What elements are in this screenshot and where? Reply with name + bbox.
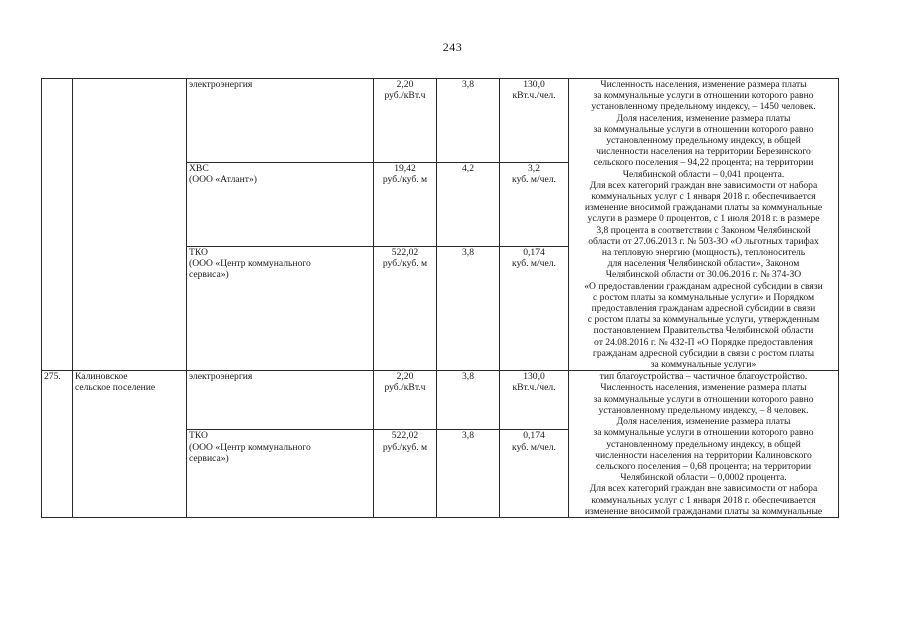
resource-cell-line: электроэнергия: [189, 371, 253, 383]
row-number-cell: [42, 371, 73, 518]
resource-cell-line: (ООО «Атлант»): [189, 174, 257, 186]
norm-cell-line: куб. м/чел.: [512, 174, 556, 186]
resource-cell: [187, 430, 374, 517]
norm-cell: [500, 371, 569, 430]
norm-cell: [500, 163, 569, 247]
norm-cell-line: куб. м/чел.: [512, 258, 556, 270]
note-cell-line: постановлением Правительства Челябинской области: [593, 325, 814, 337]
note-cell-line: Доля населения, изменение размера платы: [616, 416, 791, 428]
settlement-name-cell-line: сельское поселение: [75, 382, 156, 394]
note-cell-line: на тепловую энергию (мощность), теплоноситель: [601, 247, 806, 259]
norm-cell-line: 0,174: [523, 430, 545, 442]
resource-cell: [187, 79, 374, 163]
note-cell-line: коммунальных услуг с 1 января 2018 г. обеспечивается: [591, 191, 816, 203]
index-cell: [437, 371, 500, 430]
norm-cell: [500, 430, 569, 517]
index-value: 3,8: [462, 430, 474, 442]
row-number: 275.: [44, 371, 61, 383]
norm-cell: [500, 247, 569, 371]
norm-cell-line: кВт.ч./чел.: [512, 90, 556, 102]
settlement-name-cell: [73, 371, 187, 518]
note-cell-line: Доля населения, изменение размера платы: [616, 112, 791, 124]
note-cell-line: предоставления гражданам адресной субсидии в связи: [591, 303, 816, 315]
tariff-cell-line: руб./кВт.ч: [384, 382, 426, 394]
index-cell: [437, 430, 500, 517]
note-cell-line: Для всех категорий граждан вне зависимости от набора: [589, 179, 818, 191]
note-cell-line: Челябинской области – 0,0002 процента.: [620, 472, 787, 484]
tariff-cell: [374, 430, 437, 517]
index-cell: [437, 79, 500, 163]
tariff-cell-line: 522,02: [391, 247, 419, 259]
note-cell: [569, 79, 839, 371]
resource-cell-line: сервиса»): [189, 269, 229, 281]
resource-cell: [187, 371, 374, 430]
resource-cell-line: (ООО «Центр коммунального: [189, 258, 311, 270]
table-row: [42, 79, 839, 163]
norm-cell: [500, 79, 569, 163]
resource-cell: [187, 163, 374, 247]
note-cell-line: от 24.08.2016 г. № 432-П «О Порядке предоставления: [594, 336, 813, 348]
tariff-cell-line: руб./куб. м: [382, 258, 428, 270]
note-cell-line: изменение вносимой гражданами платы за коммунальные: [584, 202, 823, 214]
note-cell-line: гражданам адресной субсидии в связи с ростом платы: [592, 347, 815, 359]
tariff-cell: [374, 163, 437, 247]
norm-cell-line: 130,0: [523, 371, 545, 383]
tariff-cell-line: 2,20: [396, 79, 414, 90]
tariff-cell-line: 522,02: [391, 430, 419, 442]
note-cell-line: коммунальных услуг с 1 января 2018 г. обеспечивается: [591, 494, 816, 506]
note-cell-line: «О предоставлении гражданам адресной субсидии в связи: [584, 280, 823, 292]
norm-cell-line: 130,0: [523, 79, 545, 90]
resource-cell-line: ХВС: [189, 163, 209, 175]
note-cell-line: численности населения на территории Березинского: [596, 146, 811, 158]
note-cell-line: за коммунальные услуги в отношении которого равно: [593, 123, 814, 135]
settlement-name-cell-line: Калиновское: [75, 371, 128, 383]
resource-cell-line: ТКО: [189, 430, 208, 442]
norm-cell-line: кВт.ч./чел.: [512, 382, 556, 394]
note-cell-line: тип благоустройства – частичное благоустройство.: [599, 371, 808, 383]
note-cell: [569, 371, 839, 518]
tariff-cell-line: 2,20: [396, 371, 414, 383]
note-cell-line: 3,8 процента в соответствии с Законом Челябинской: [596, 224, 811, 236]
note-cell-line: сельского поселения – 0,68 процента; на территории: [595, 460, 811, 472]
note-cell-line: с ростом платы за коммунальные услуги» и Порядком: [592, 291, 815, 303]
note-cell-line: установленному предельному индексу, – 1450 человек.: [591, 101, 816, 113]
norm-cell-line: 0,174: [523, 247, 545, 259]
note-cell-line: установленному предельному индексу, – 8 человек.: [598, 404, 809, 416]
resource-cell-line: ТКО: [189, 247, 208, 259]
index-value: 4,2: [462, 163, 474, 175]
tariff-cell-line: руб./кВт.ч: [384, 90, 426, 102]
note-cell-line: установленному предельному индексу, в общей: [606, 135, 801, 147]
note-cell-line: Численность населения, изменение размера платы: [600, 79, 807, 90]
note-cell-line: численности населения на территории Калиновского: [595, 449, 812, 461]
note-cell-line: изменение вносимой гражданами платы за коммунальные: [584, 505, 823, 517]
table-row: [42, 371, 839, 430]
note-cell-line: сельского поселения – 94,22 процента; на территории: [593, 157, 814, 169]
note-cell-line: Челябинской области от 30.06.2016 г. № 374-ЗО: [605, 269, 802, 281]
note-cell-line: Численность населения, изменение размера платы: [600, 382, 807, 394]
resource-cell-line: сервиса»): [189, 452, 229, 464]
index-cell: [437, 163, 500, 247]
resource-cell-line: (ООО «Центр коммунального: [189, 441, 311, 453]
resource-cell-line: электроэнергия: [189, 79, 253, 90]
resource-cell: [187, 247, 374, 371]
note-cell-line: Для всех категорий граждан вне зависимости от набора: [589, 483, 818, 495]
index-cell: [437, 247, 500, 371]
tariff-cell-line: 19,42: [394, 163, 416, 175]
tariff-cell: [374, 247, 437, 371]
note-cell-line: области от 27.06.2013 г. № 503-ЗО «О льготных тарифах: [588, 235, 819, 247]
note-cell-line: для населения Челябинской области», Законом: [607, 258, 800, 270]
note-cell-line: за коммунальные услуги в отношении которого равно: [593, 393, 814, 405]
row-number-cell: [42, 79, 73, 371]
note-cell-line: установленному предельному индексу, в общей: [606, 438, 801, 450]
norm-cell-line: 3,2: [528, 163, 540, 175]
settlement-name-cell: [73, 79, 187, 371]
tariff-cell: [374, 79, 437, 163]
table-body: [42, 79, 839, 518]
index-value: 3,8: [462, 371, 474, 383]
note-cell-line: с ростом платы за коммунальные услуги, утвержденным: [587, 314, 820, 326]
tariff-cell-line: руб./куб. м: [382, 174, 428, 186]
note-cell-line: за коммунальные услуги в отношении которого равно: [593, 427, 814, 439]
tariff-cell: [374, 371, 437, 430]
note-cell-line: за коммунальные услуги»: [650, 359, 757, 371]
index-value: 3,8: [462, 247, 474, 259]
norm-cell-line: куб. м/чел.: [512, 441, 556, 453]
note-cell-line: услуги в размере 0 процентов, с 1 июля 2018 г. в размере: [587, 213, 820, 225]
tariff-table: [41, 78, 839, 518]
tariff-cell-line: руб./куб. м: [382, 441, 428, 453]
index-value: 3,8: [462, 79, 474, 90]
note-cell-line: за коммунальные услуги в отношении которого равно: [593, 90, 814, 102]
note-cell-line: Челябинской области – 0,041 процента.: [622, 168, 785, 180]
page-number: 243: [442, 40, 463, 54]
